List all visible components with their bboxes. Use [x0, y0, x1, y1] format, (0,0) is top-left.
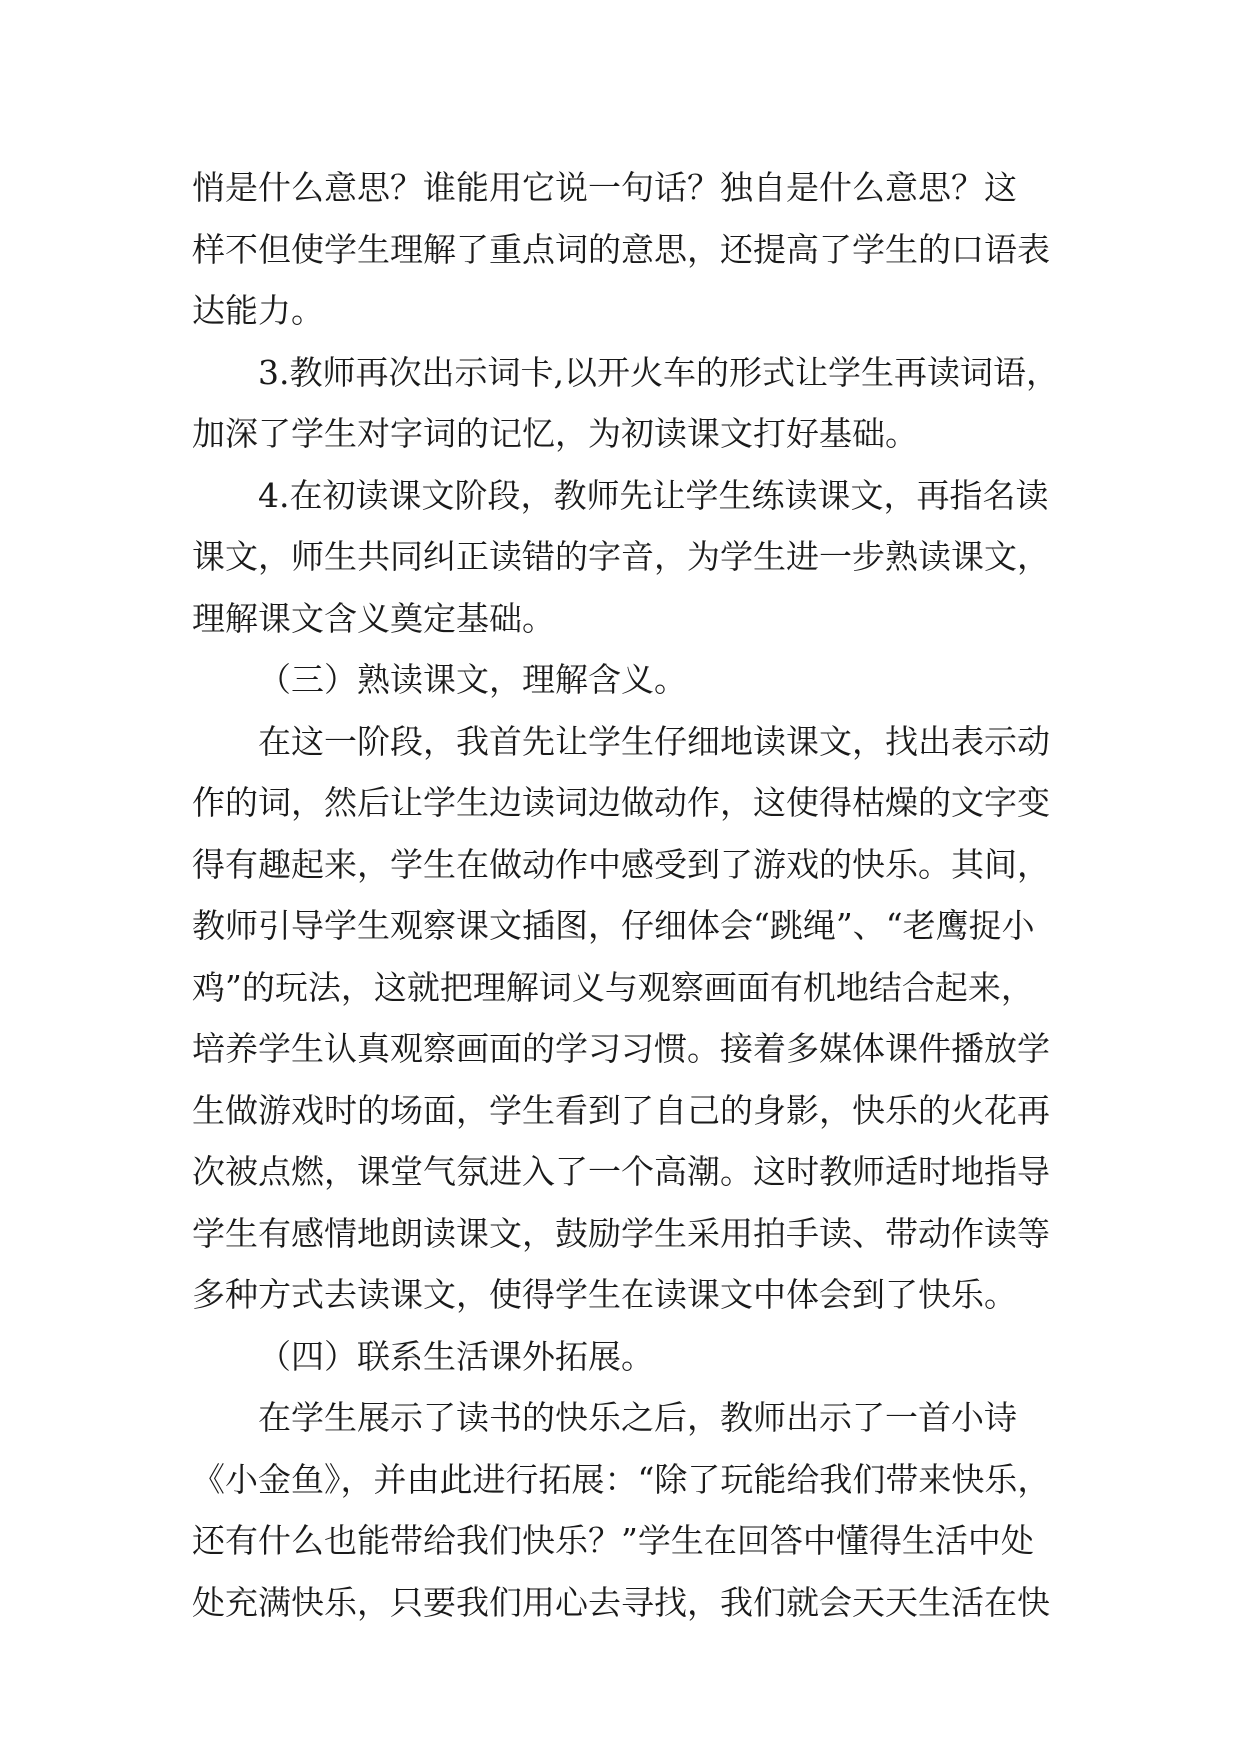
body-line: 理解课文含义奠定基础。: [192, 598, 555, 638]
body-line: 得有趣起来，学生在做动作中感受到了游戏的快乐。其间，: [192, 844, 1050, 884]
document-body: [192, 157, 1072, 1633]
body-line: 学生有感情地朗读课文，鼓励学生采用拍手读、带动作读等: [192, 1213, 1050, 1253]
section-heading: （三）熟读课文，理解含义。: [258, 660, 687, 699]
body-line: 生做游戏时的场面，学生看到了自己的身影，快乐的火花再: [192, 1090, 1050, 1130]
body-line: 样不但使学生理解了重点词的意思，还提高了学生的口语表: [192, 229, 1050, 269]
body-line: 多种方式去读课文，使得学生在读课文中体会到了快乐。: [192, 1275, 1017, 1314]
body-line: 次被点燃，课堂气氛进入了一个高潮。这时教师适时地指导: [192, 1152, 1050, 1191]
body-line-paragraph-start: 在这一阶段，我首先让学生仔细地读课文，找出表示动: [258, 721, 1050, 761]
body-line: 教师引导学生观察课文插图，仔细体会“跳绳”、“老鹰捉小: [192, 906, 1035, 945]
section-heading: （四）联系生活课外拓展。: [258, 1336, 654, 1376]
body-line: 课文，师生共同纠正读错的字音，为学生进一步熟读课文，: [192, 537, 1050, 576]
body-line: 鸡”的玩法，这就把理解词义与观察画面有机地结合起来，: [192, 967, 1034, 1007]
body-line: 培养学生认真观察画面的学习习惯。接着多媒体课件播放学: [192, 1029, 1050, 1068]
body-line: 达能力。: [192, 291, 324, 330]
body-line-numbered-item: 3.教师再次出示词卡,以开火车的形式让学生再读词语，: [258, 352, 1059, 392]
body-line: 处充满快乐，只要我们用心去寻找，我们就会天天生活在快: [192, 1582, 1050, 1622]
body-line: 还有什么也能带给我们快乐？”学生在回答中懂得生活中处: [192, 1521, 1034, 1560]
body-line-numbered-item: 4.在初读课文阶段，教师先让学生练读课文，再指名读: [258, 475, 1049, 515]
body-line-paragraph-start: 在学生展示了读书的快乐之后，教师出示了一首小诗: [258, 1398, 1017, 1437]
body-line: 作的词，然后让学生边读词边做动作，这使得枯燥的文字变: [192, 783, 1050, 822]
body-line: 悄是什么意思？谁能用它说一句话？独自是什么意思？这: [192, 168, 1017, 207]
body-line: 加深了学生对字词的记忆，为初读课文打好基础。: [192, 414, 918, 453]
body-line: 《小金鱼》，并由此进行拓展：“除了玩能给我们带来快乐，: [192, 1459, 1051, 1499]
